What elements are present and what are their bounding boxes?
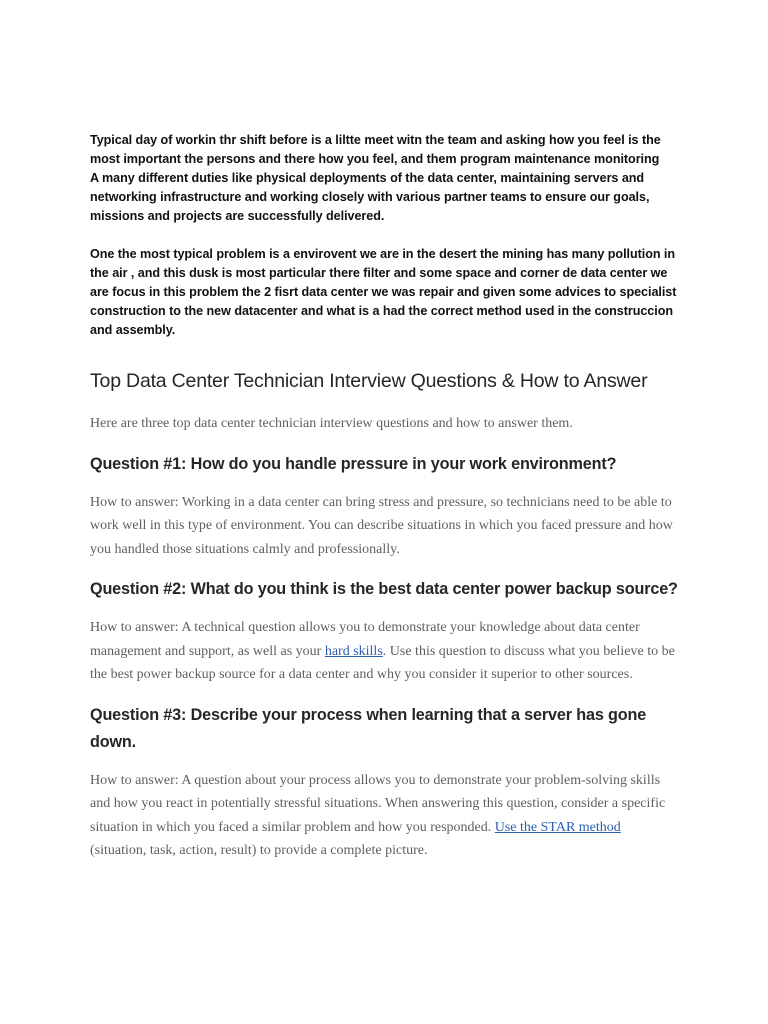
question-1-block <box>90 451 680 562</box>
intro-paragraph-2: A many different duties like physical deployments of the data center, maintaining servers and networking infrastructure and working closely with various partner teams to ensure our goals, missions and projects are successfully delivered. <box>90 171 650 223</box>
star-method-link[interactable]: Use the STAR method <box>494 819 621 835</box>
hard-skills-link[interactable]: hard skills <box>324 643 383 659</box>
question-2-answer-text-after: . Use this question to discuss what you believe to be the best power backup source for a data center and why you consider it superior to other sources. <box>90 643 675 682</box>
question-1-heading: Question #1: How do you handle pressure in your work environment? <box>90 454 617 473</box>
question-3-answer-text-before: How to answer: A question about your process allows you to demonstrate your problem-solving skills and how you react in potentially stressful situations. When answering this question, consider a specific situation in which you faced a similar problem and how you responded. <box>90 772 666 835</box>
question-1-answer: How to answer: Working in a data center can bring stress and pressure, so technicians need to be able to work well in this type of environment. You can describe situations in which you faced pressure and how you handled those situations calmly and professionally. <box>90 494 673 557</box>
section-title: Top Data Center Technician Interview Questions & How to Answer <box>90 370 648 392</box>
question-2-heading: Question #2: What do you think is the best data center power backup source? <box>90 580 678 598</box>
question-3-block <box>90 702 680 863</box>
intro-paragraph-3: One the most typical problem is a envirovent we are in the desert the mining has many pollution in the air , and this dusk is most particular there filter and some space and corner de data center we are focus in this problem the 2 fisrt data center we was repair and given some advices to specialist construction to the new datacenter and what is a had the correct method used in the construccion and assembly. <box>90 247 677 337</box>
question-2-answer-text-before: How to answer: A technical question allows you to demonstrate your knowledge about data center management and support, as well as your <box>90 620 640 659</box>
intro-paragraph-1: Typical day of workin thr shift before is a liltte meet witn the team and asking how you feel is the most important the persons and there how you feel, and them program maintenance monitoring <box>90 133 661 166</box>
question-2-block <box>90 576 680 687</box>
section-lead: Here are three top data center technician interview questions and how to answer them. <box>90 416 573 431</box>
question-3-answer <box>90 769 680 863</box>
document-page <box>90 131 680 863</box>
question-2-answer <box>90 616 680 687</box>
intro-text-block <box>90 131 680 340</box>
question-3-heading: Question #3: Describe your process when learning that a server has gone down. <box>90 705 647 751</box>
question-3-answer-text-after: (situation, task, action, result) to provide a complete picture. <box>90 843 428 858</box>
